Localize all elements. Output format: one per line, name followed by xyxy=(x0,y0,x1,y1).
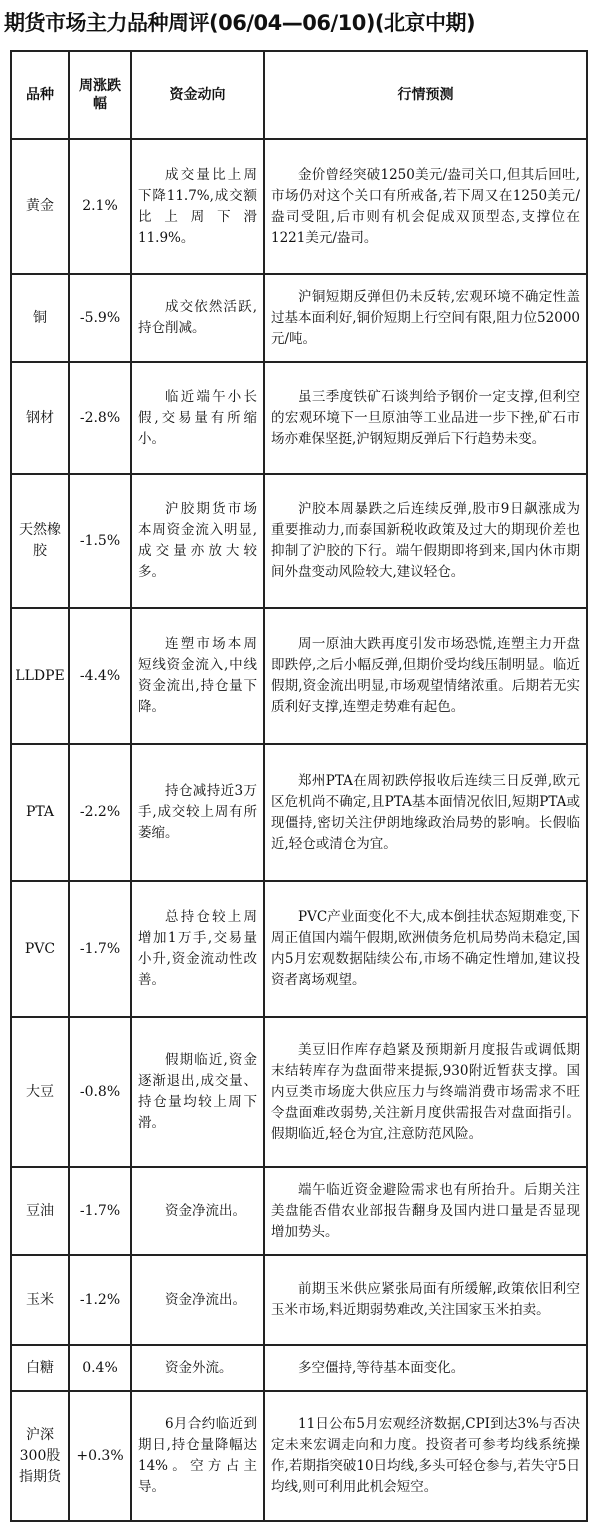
table-row xyxy=(11,744,587,881)
table-row xyxy=(11,362,587,474)
table-row xyxy=(11,1345,587,1391)
table-row xyxy=(11,1167,587,1255)
table-row xyxy=(11,274,587,362)
row-forecast: 郑州PTA在周初跌停报收后连续三日反弹,欧元区危机尚不确定,且PTA基本面情况依旧,短期PTA或现僵持,密切关注伊朗地缘政治局势的影响。长假临近,轻仓或清仓为宜。 xyxy=(264,744,587,881)
row-change: -1.2% xyxy=(69,1255,131,1345)
row-forecast: 前期玉米供应紧张局面有所缓解,政策依旧利空玉米市场,料近期弱势难改,关注国家玉米拍卖。 xyxy=(264,1255,587,1345)
row-fund: 连塑市场本周短线资金流入,中线资金流出,持仓量下降。 xyxy=(131,608,264,744)
row-change: -5.9% xyxy=(69,274,131,362)
table-row xyxy=(11,474,587,608)
table-row xyxy=(11,881,587,1017)
table-row xyxy=(11,1391,587,1521)
row-change: -1.7% xyxy=(69,881,131,1017)
row-forecast: 虽三季度铁矿石谈判给予钢价一定支撑,但利空的宏观环境下一旦原油等工业品进一步下挫,矿石市场亦难保坚挺,沪钢短期反弹后下行趋势未变。 xyxy=(264,362,587,474)
futures-weekly-table xyxy=(10,50,588,1522)
row-forecast: 端午临近资金避险需求也有所抬升。后期关注美盘能否借农业部报告翻身及国内进口量是否显现增加势头。 xyxy=(264,1167,587,1255)
row-name: 钢材 xyxy=(11,362,69,474)
row-fund: 成交量比上周下降11.7%,成交额比上周下滑11.9%。 xyxy=(131,139,264,274)
row-forecast: 金价曾经突破1250美元/盎司关口,但其后回吐,市场仍对这个关口有所戒备,若下周又在1250美元/盎司受阻,后市则有机会促成双顶型态,支撑位在1221美元/盎司。 xyxy=(264,139,587,274)
row-fund: 6月合约临近到期日,持仓量降幅达14%。空方占主导。 xyxy=(131,1391,264,1521)
row-change: -2.2% xyxy=(69,744,131,881)
row-change: -1.7% xyxy=(69,1167,131,1255)
row-forecast: 周一原油大跌再度引发市场恐慌,连塑主力开盘即跌停,之后小幅反弹,但期价受均线压制明显。临近假期,资金流出明显,市场观望情绪浓重。后期若无实质利好支撑,连塑走势难有起色。 xyxy=(264,608,587,744)
row-forecast: 多空僵持,等待基本面变化。 xyxy=(264,1345,587,1391)
page-title: 期货市场主力品种周评(06/04—06/10)(北京中期) xyxy=(4,11,476,35)
header-forecast: 行情预测 xyxy=(264,51,587,139)
row-fund: 成交依然活跃,持仓削减。 xyxy=(131,274,264,362)
row-fund: 持仓减持近3万手,成交较上周有所萎缩。 xyxy=(131,744,264,881)
row-fund: 资金净流出。 xyxy=(131,1255,264,1345)
row-name: LLDPE xyxy=(11,608,69,744)
row-name: 豆油 xyxy=(11,1167,69,1255)
header-change: 周涨跌幅 xyxy=(69,51,131,139)
row-name: 黄金 xyxy=(11,139,69,274)
row-name: PTA xyxy=(11,744,69,881)
row-change: +0.3% xyxy=(69,1391,131,1521)
row-forecast: 11日公布5月宏观经济数据,CPI到达3%与否决定未来宏调走向和力度。投资者可参考均线系统操作,若期指突破10日均线,多头可轻仓参与,若失守5日均线,则可利用此机会短空。 xyxy=(264,1391,587,1521)
row-forecast: 沪铜短期反弹但仍未反转,宏观环境不确定性盖过基本面利好,铜价短期上行空间有限,阻力位52000元/吨。 xyxy=(264,274,587,362)
row-fund: 资金外流。 xyxy=(131,1345,264,1391)
table-header-row xyxy=(11,51,587,139)
row-name: 白糖 xyxy=(11,1345,69,1391)
table-row xyxy=(11,139,587,274)
row-change: 2.1% xyxy=(69,139,131,274)
row-forecast: 美豆旧作库存趋紧及预期新月度报告或调低期末结转库存为盘面带来提振,930附近暂获支撑。国内豆类市场庞大供应压力与终端消费市场需求不旺令盘面难改弱势,关注新月度供需报告对盘面指引。假期临近,轻仓为宜,注意防范风险。 xyxy=(264,1017,587,1167)
row-name: 沪深300股指期货 xyxy=(11,1391,69,1521)
row-fund: 资金净流出。 xyxy=(131,1167,264,1255)
row-change: -0.8% xyxy=(69,1017,131,1167)
row-forecast: 沪胶本周暴跌之后连续反弹,股市9日飙涨成为重要推动力,而泰国新税收政策及过大的期现价差也抑制了沪胶的下行。端午假期即将到来,国内休市期间外盘变动风险较大,建议轻仓。 xyxy=(264,474,587,608)
row-fund: 总持仓较上周增加1万手,交易量小升,资金流动性改善。 xyxy=(131,881,264,1017)
row-name: 天然橡胶 xyxy=(11,474,69,608)
row-change: 0.4% xyxy=(69,1345,131,1391)
table-row xyxy=(11,1255,587,1345)
row-fund: 临近端午小长假,交易量有所缩小。 xyxy=(131,362,264,474)
row-change: -1.5% xyxy=(69,474,131,608)
table-row xyxy=(11,608,587,744)
row-name: 玉米 xyxy=(11,1255,69,1345)
row-change: -4.4% xyxy=(69,608,131,744)
table-row xyxy=(11,1017,587,1167)
row-name: 大豆 xyxy=(11,1017,69,1167)
row-forecast: PVC产业面变化不大,成本倒挂状态短期难变,下周正值国内端午假期,欧洲债务危机局势尚未稳定,国内5月宏观数据陆续公布,市场不确定性增加,建议投资者离场观望。 xyxy=(264,881,587,1017)
row-name: 铜 xyxy=(11,274,69,362)
row-name: PVC xyxy=(11,881,69,1017)
header-fund: 资金动向 xyxy=(131,51,264,139)
row-fund: 假期临近,资金逐渐退出,成交量、持仓量均较上周下滑。 xyxy=(131,1017,264,1167)
row-change: -2.8% xyxy=(69,362,131,474)
header-name: 品种 xyxy=(11,51,69,139)
row-fund: 沪胶期货市场本周资金流入明显,成交量亦放大较多。 xyxy=(131,474,264,608)
